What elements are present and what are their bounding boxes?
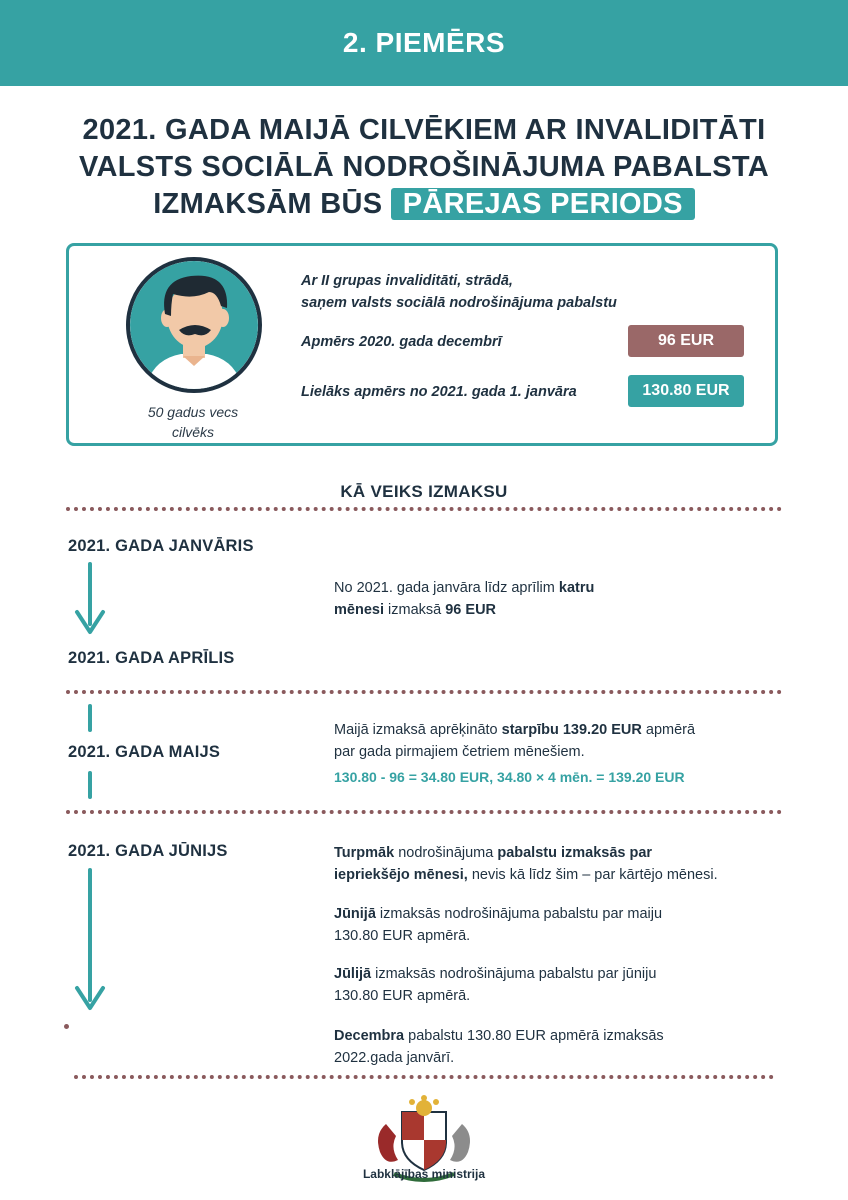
text-segment: nevis kā līdz šim – par kārtējo mēnesi.	[467, 867, 718, 883]
headline-line-3	[0, 186, 848, 223]
may-description	[334, 719, 794, 763]
month-label-may: 2021. GADA MAIJS	[68, 743, 221, 761]
text-bold: iepriekšējo mēnesi,	[334, 867, 468, 883]
text-segment: izmaksās nodrošinājuma pabalstu par maiju	[375, 906, 663, 922]
december-amount-value: 96 EUR	[657, 332, 715, 349]
text-bold: Decembra	[334, 1028, 405, 1044]
timeline-line	[88, 704, 92, 732]
timeline-dot	[64, 1024, 69, 1029]
person-description	[301, 270, 741, 314]
timeline-line	[88, 771, 92, 799]
text-bold: starpību 139.20 EUR	[501, 722, 642, 738]
ministry-name: Labklājības ministrija	[362, 1167, 486, 1181]
june-paragraph-4	[334, 1025, 794, 1069]
december-amount-label: Apmērs 2020. gada decembrī	[301, 334, 502, 350]
may-formula: 130.80 - 96 = 34.80 EUR, 34.80 × 4 mēn. = 139.20 EUR	[334, 769, 685, 785]
month-label-january: 2021. GADA JANVĀRIS	[68, 537, 254, 555]
text-bold: katru	[558, 580, 595, 596]
december-amount-badge	[628, 325, 744, 357]
june-paragraph-1	[334, 842, 794, 886]
text-bold: pabalstu izmaksās par	[497, 845, 653, 861]
person-description-line-1: Ar II grupas invaliditāti, strādā,	[301, 273, 513, 289]
text-bold: Jūlijā	[334, 966, 372, 982]
text-segment: Maijā izmaksā aprēķināto	[334, 722, 502, 738]
text-segment: No 2021. gada janvāra līdz aprīlim	[334, 580, 559, 596]
arrow-down-icon	[72, 562, 108, 638]
text-segment: 2022.gada janvārī.	[334, 1050, 455, 1066]
text-bold: Jūnijā	[334, 906, 376, 922]
text-segment: 130.80 EUR apmērā.	[334, 988, 471, 1004]
person-caption-line-1: 50 gadus vecs	[147, 404, 239, 420]
person-description-line-2: saņem valsts sociālā nodrošinājuma pabalstu	[301, 295, 617, 311]
divider-dotted	[66, 690, 782, 694]
person-avatar-icon	[125, 256, 263, 394]
divider-dotted	[66, 507, 782, 511]
banner-title: 2. PIEMĒRS	[342, 27, 506, 58]
text-segment: izmaksās nodrošinājuma pabalstu par jūniju	[371, 966, 657, 982]
person-caption	[113, 402, 273, 442]
divider-dotted	[74, 1075, 774, 1079]
arrow-down-icon	[72, 868, 108, 1014]
text-segment: apmērā	[641, 722, 696, 738]
example-card	[66, 243, 778, 446]
january-amount-value: 130.80 EUR	[642, 382, 730, 399]
headline-line-1: 2021. GADA MAIJĀ CILVĒKIEM AR INVALIDITĀTI	[82, 114, 766, 146]
person-caption-line-2: cilvēks	[171, 424, 214, 440]
january-amount-label: Lielāks apmērs no 2021. gada 1. janvāra	[301, 384, 577, 400]
june-paragraph-2	[334, 903, 794, 947]
text-bold: Turpmāk	[334, 845, 395, 861]
headline-highlight: PĀREJAS PERIODS	[391, 188, 695, 220]
header-banner	[0, 0, 848, 86]
text-segment: pabalstu 130.80 EUR apmērā izmaksās	[404, 1028, 664, 1044]
month-label-april: 2021. GADA APRĪLIS	[68, 649, 235, 667]
text-segment: par gada pirmajiem četriem mēnešiem.	[334, 744, 585, 760]
text-bold: mēnesi	[334, 602, 384, 618]
headline-line-3-prefix: IZMAKSĀM BŪS	[153, 188, 383, 220]
divider-dotted	[66, 810, 782, 814]
section-title: KĀ VEIKS IZMAKSU	[340, 482, 508, 501]
page-headline	[0, 112, 848, 223]
headline-line-2: VALSTS SOCIĀLĀ NODROŠINĀJUMA PABALSTA	[79, 151, 769, 183]
june-paragraph-3	[334, 963, 794, 1007]
month-label-june: 2021. GADA JŪNIJS	[68, 842, 228, 860]
january-description	[334, 577, 794, 621]
text-bold: 96 EUR	[445, 602, 497, 618]
text-segment: izmaksā	[383, 602, 446, 618]
text-segment: 130.80 EUR apmērā.	[334, 928, 471, 944]
text-segment: nodrošinājuma	[394, 845, 498, 861]
january-amount-badge	[628, 375, 744, 407]
